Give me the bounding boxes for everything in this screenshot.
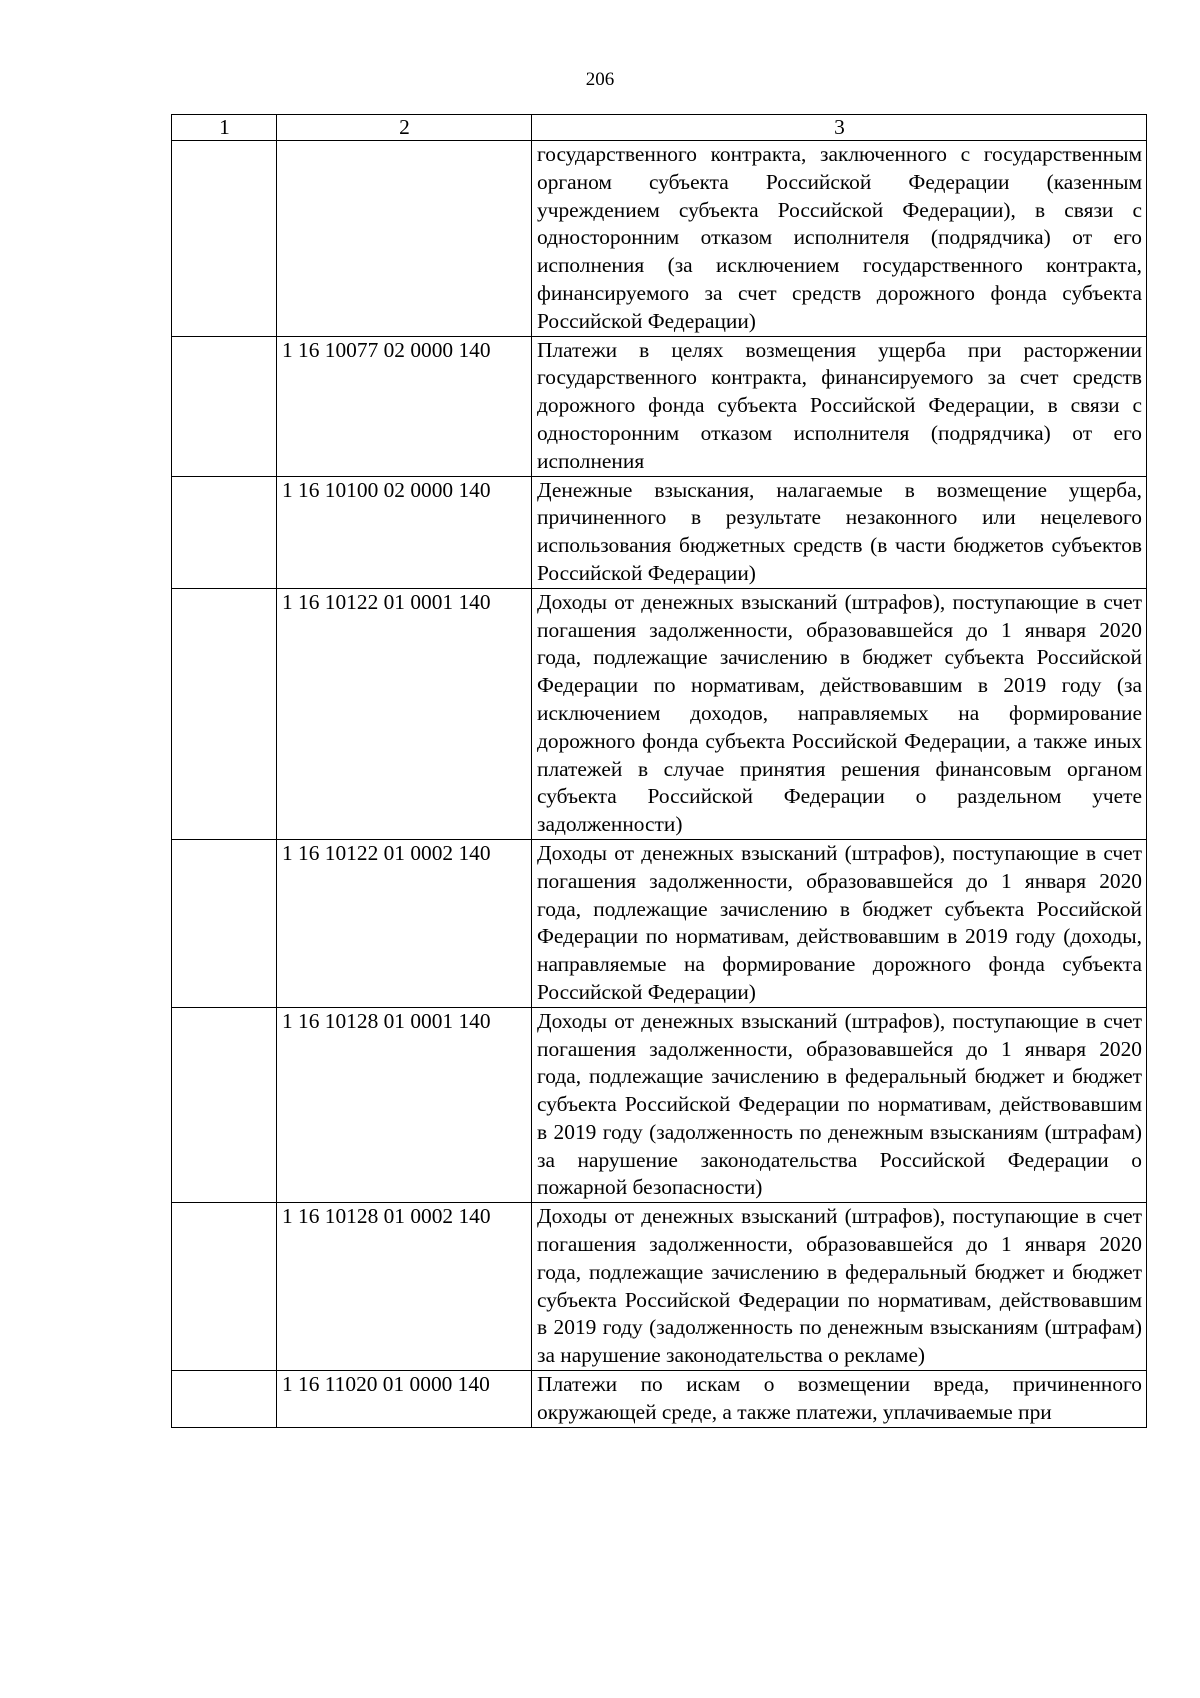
table-header-row <box>172 115 1147 141</box>
row-cell-code <box>277 141 532 337</box>
row-cell-col1 <box>172 141 277 337</box>
table-row <box>172 141 1147 337</box>
page-number: 206 <box>585 69 615 90</box>
row-cell-code: 1 16 10128 01 0001 140 <box>277 1007 532 1203</box>
budget-classification-table <box>171 114 1147 1428</box>
table-row <box>172 588 1147 839</box>
row-cell-col1 <box>172 1203 277 1371</box>
row-cell-description: Доходы от денежных взысканий (штрафов), поступающие в счет погашения задолженности, образовавшейся до 1 января 2020 года, подлежащие зачислению в бюджет субъекта Российской Федерации по нормативам, действовавшим в 2019 году (за исключением доходов, направляемых на формирование дорожного фонда субъекта Российской Федерации, а также иных платежей в случае принятия решения финансовым органом субъекта Российской Федерации о раздельном учете задолженности) <box>532 588 1147 839</box>
row-cell-code: 1 16 10077 02 0000 140 <box>277 336 532 476</box>
table-row <box>172 1371 1147 1428</box>
table-row <box>172 476 1147 588</box>
row-cell-description: государственного контракта, заключенного с государственным органом субъекта Российской Федерации (казенным учреждением субъекта Российской Федерации), в связи с односторонним отказом исполнителя (подрядчика) от его исполнения (за исключением государственного контракта, финансируемого за счет средств дорожного фонда субъекта Российской Федерации) <box>532 141 1147 337</box>
row-cell-col1 <box>172 336 277 476</box>
row-cell-col1 <box>172 588 277 839</box>
column-header-2: 2 <box>277 115 532 141</box>
row-cell-col1 <box>172 839 277 1007</box>
table-row <box>172 1007 1147 1203</box>
row-cell-description: Платежи в целях возмещения ущерба при расторжении государственного контракта, финансируемого за счет средств дорожного фонда субъекта Российской Федерации, в связи с односторонним отказом исполнителя (подрядчика) от его исполнения <box>532 336 1147 476</box>
row-cell-col1 <box>172 1007 277 1203</box>
column-header-3: 3 <box>532 115 1147 141</box>
row-cell-description: Денежные взыскания, налагаемые в возмещение ущерба, причиненного в результате незаконного или нецелевого использования бюджетных средств (в части бюджетов субъектов Российской Федерации) <box>532 476 1147 588</box>
table-row <box>172 1203 1147 1371</box>
table-row <box>172 839 1147 1007</box>
row-cell-code: 1 16 10122 01 0002 140 <box>277 839 532 1007</box>
row-cell-description: Доходы от денежных взысканий (штрафов), поступающие в счет погашения задолженности, образовавшейся до 1 января 2020 года, подлежащие зачислению в федеральный бюджет и бюджет субъекта Российской Федерации по нормативам, действовавшим в 2019 году (задолженность по денежным взысканиям (штрафам) за нарушение законодательства Российской Федерации о пожарной безопасности) <box>532 1007 1147 1203</box>
column-header-1: 1 <box>172 115 277 141</box>
row-cell-code: 1 16 11020 01 0000 140 <box>277 1371 532 1428</box>
row-cell-col1 <box>172 1371 277 1428</box>
table-row <box>172 336 1147 476</box>
row-cell-col1 <box>172 476 277 588</box>
row-cell-code: 1 16 10100 02 0000 140 <box>277 476 532 588</box>
row-cell-description: Доходы от денежных взысканий (штрафов), поступающие в счет погашения задолженности, образовавшейся до 1 января 2020 года, подлежащие зачислению в бюджет субъекта Российской Федерации по нормативам, действовавшим в 2019 году (доходы, направляемые на формирование дорожного фонда субъекта Российской Федерации) <box>532 839 1147 1007</box>
row-cell-description: Платежи по искам о возмещении вреда, причиненного окружающей среде, а также платежи, уплачиваемые при <box>532 1371 1147 1428</box>
row-cell-code: 1 16 10128 01 0002 140 <box>277 1203 532 1371</box>
row-cell-code: 1 16 10122 01 0001 140 <box>277 588 532 839</box>
row-cell-description: Доходы от денежных взысканий (штрафов), поступающие в счет погашения задолженности, образовавшейся до 1 января 2020 года, подлежащие зачислению в федеральный бюджет и бюджет субъекта Российской Федерации по нормативам, действовавшим в 2019 году (задолженность по денежным взысканиям (штрафам) за нарушение законодательства о рекламе) <box>532 1203 1147 1371</box>
